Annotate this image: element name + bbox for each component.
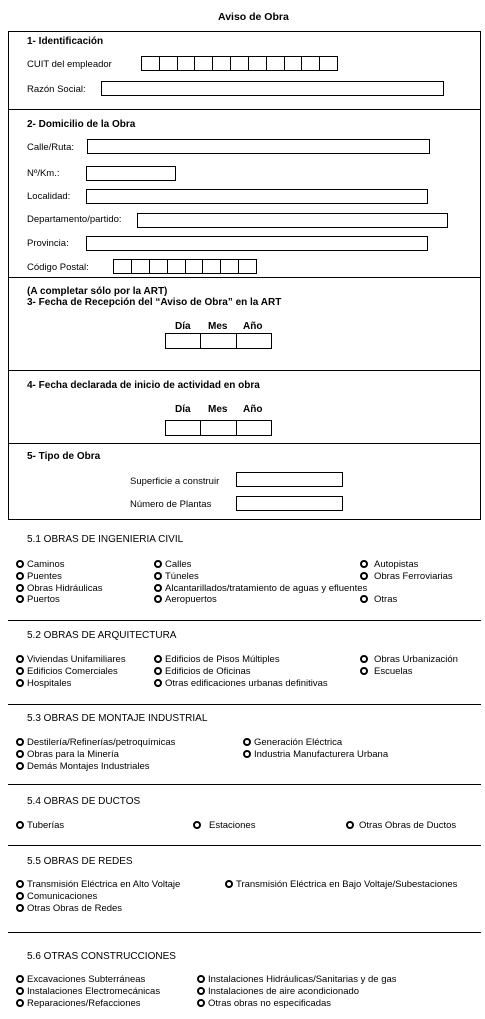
superficie-input[interactable]	[236, 472, 343, 487]
section-5-heading: 5- Tipo de Obra	[27, 451, 101, 462]
radio-icon	[225, 880, 233, 888]
option-otras[interactable]: Otras	[360, 594, 397, 605]
option-comunicaciones[interactable]: Comunicaciones	[16, 891, 97, 902]
plantas-input[interactable]	[236, 496, 343, 511]
localidad-input[interactable]	[86, 189, 428, 204]
radio-icon	[16, 904, 24, 912]
divider	[8, 277, 481, 278]
option-obras-hidraulicas[interactable]: Obras Hidráulicas	[16, 583, 103, 594]
option-destileria[interactable]: Destilería/Refinerías/petroquímicas	[16, 737, 175, 748]
radio-icon	[360, 655, 368, 663]
option-escuelas[interactable]: Escuelas	[360, 666, 413, 677]
option-autopistas[interactable]: Autopistas	[360, 559, 418, 570]
divider	[8, 932, 481, 933]
radio-icon	[360, 595, 368, 603]
option-hospitales[interactable]: Hospitales	[16, 678, 71, 689]
option-estaciones[interactable]: Estaciones	[193, 820, 255, 831]
option-reparaciones[interactable]: Reparaciones/Refacciones	[16, 998, 141, 1009]
localidad-label: Localidad:	[27, 191, 71, 202]
option-otras-obras-ductos[interactable]: Otras Obras de Ductos	[346, 820, 456, 831]
anio-label: Año	[243, 321, 263, 332]
radio-icon	[360, 667, 368, 675]
option-caminos[interactable]: Caminos	[16, 559, 65, 570]
option-otras-edificaciones[interactable]: Otras edificaciones urbanas definitivas	[154, 678, 328, 689]
radio-icon	[16, 679, 24, 687]
divider	[8, 845, 481, 846]
radio-icon	[154, 572, 162, 580]
radio-icon	[197, 999, 205, 1007]
section-3-heading: 3- Fecha de Recepción del “Aviso de Obra” en la ART	[27, 297, 282, 308]
section-5-2-heading: 5.2 OBRAS DE ARQUITECTURA	[27, 630, 177, 641]
radio-icon	[16, 750, 24, 758]
radio-icon	[154, 595, 162, 603]
section-5-3-heading: 5.3 OBRAS DE MONTAJE INDUSTRIAL	[27, 713, 208, 724]
divider	[8, 620, 481, 621]
section-2-heading: 2- Domicilio de la Obra	[27, 119, 136, 130]
fecha-recepcion-input[interactable]	[165, 333, 272, 349]
mes-label: Mes	[208, 321, 228, 332]
option-puentes[interactable]: Puentes	[16, 571, 62, 582]
option-instalaciones-hidraulicas[interactable]: Instalaciones Hidráulicas/Sanitarias y de gas	[197, 974, 397, 985]
option-tuneles[interactable]: Túneles	[154, 571, 199, 582]
razon-social-label: Razón Social:	[27, 84, 86, 95]
radio-icon	[154, 584, 162, 592]
option-instalaciones-electromecanicas[interactable]: Instalaciones Electromecánicas	[16, 986, 160, 997]
radio-icon	[243, 738, 251, 746]
option-obras-urbanizacion[interactable]: Obras Urbanización	[360, 654, 458, 665]
plantas-label: Número de Plantas	[130, 499, 212, 510]
radio-icon	[16, 762, 24, 770]
section-5-4-heading: 5.4 OBRAS DE DUCTOS	[27, 796, 141, 807]
divider	[8, 109, 481, 110]
section-3-note: (A completar sólo por la ART)	[27, 286, 168, 297]
radio-icon	[16, 572, 24, 580]
departamento-label: Departamento/partido:	[27, 214, 122, 225]
radio-icon	[154, 667, 162, 675]
radio-icon	[16, 821, 24, 829]
section-1-heading: 1- Identificación	[27, 36, 104, 47]
radio-icon	[360, 560, 368, 568]
form-frame	[8, 31, 481, 520]
cuit-label: CUIT del empleador	[27, 59, 112, 70]
divider	[8, 370, 481, 371]
option-excavaciones[interactable]: Excavaciones Subterráneas	[16, 974, 145, 985]
page-title: Aviso de Obra	[218, 11, 289, 23]
option-puertos[interactable]: Puertos	[16, 594, 60, 605]
option-aeropuertos[interactable]: Aeropuertos	[154, 594, 217, 605]
option-transmision-alto-voltaje[interactable]: Transmisión Eléctrica en Alto Voltaje	[16, 879, 180, 890]
divider	[8, 784, 481, 785]
radio-icon	[16, 892, 24, 900]
radio-icon	[16, 560, 24, 568]
option-edificios-pisos-multiples[interactable]: Edificios de Pisos Múltiples	[154, 654, 280, 665]
option-tuberias[interactable]: Tuberías	[16, 820, 64, 831]
option-industria-manufacturera[interactable]: Industria Manufacturera Urbana	[243, 749, 388, 760]
section-4-heading: 4- Fecha declarada de inicio de actividad en obra	[27, 380, 260, 391]
option-edificios-oficinas[interactable]: Edificios de Oficinas	[154, 666, 251, 677]
razon-social-input[interactable]	[101, 81, 444, 96]
radio-icon	[193, 821, 201, 829]
nro-input[interactable]	[86, 166, 176, 181]
divider	[8, 443, 481, 444]
section-5-6-heading: 5.6 OTRAS CONSTRUCCIONES	[27, 951, 176, 962]
radio-icon	[243, 750, 251, 758]
option-otras-obras-redes[interactable]: Otras Obras de Redes	[16, 903, 122, 914]
divider	[8, 31, 481, 32]
codigo-postal-input[interactable]	[113, 259, 257, 274]
divider	[8, 519, 481, 520]
nro-label: Nº/Km.:	[27, 168, 60, 179]
radio-icon	[16, 738, 24, 746]
radio-icon	[16, 667, 24, 675]
option-obras-mineria[interactable]: Obras para la Minería	[16, 749, 119, 760]
radio-icon	[16, 987, 24, 995]
radio-icon	[16, 999, 24, 1007]
option-transmision-bajo-voltaje[interactable]: Transmisión Eléctrica en Bajo Voltaje/Subestaciones	[225, 879, 457, 890]
option-otras-obras-no-especificadas[interactable]: Otras obras no especificadas	[197, 998, 331, 1009]
departamento-input[interactable]	[137, 213, 448, 228]
section-5-1-heading: 5.1 OBRAS DE INGENIERIA CIVIL	[27, 534, 184, 545]
radio-icon	[360, 572, 368, 580]
codigo-postal-label: Código Postal:	[27, 262, 89, 273]
option-calles[interactable]: Calles	[154, 559, 191, 570]
option-demas-montajes[interactable]: Demás Montajes Industriales	[16, 761, 150, 772]
calle-label: Calle/Ruta:	[27, 142, 74, 153]
cuit-input[interactable]	[141, 56, 338, 71]
radio-icon	[16, 595, 24, 603]
option-alcantarillados[interactable]: Alcantarillados/tratamiento de aguas y efluentes	[154, 583, 367, 594]
provincia-input[interactable]	[86, 236, 428, 251]
superficie-label: Superficie a construir	[130, 476, 220, 487]
radio-icon	[197, 987, 205, 995]
radio-icon	[197, 975, 205, 983]
calle-input[interactable]	[87, 139, 430, 154]
radio-icon	[16, 584, 24, 592]
radio-icon	[16, 975, 24, 983]
radio-icon	[16, 655, 24, 663]
dia-label: Día	[175, 404, 191, 415]
option-instalaciones-aire[interactable]: Instalaciones de aire acondicionado	[197, 986, 359, 997]
option-generacion-electrica[interactable]: Generación Eléctrica	[243, 737, 342, 748]
radio-icon	[346, 821, 354, 829]
option-viviendas-unifamiliares[interactable]: Viviendas Unifamiliares	[16, 654, 126, 665]
fecha-inicio-input[interactable]	[165, 420, 272, 436]
radio-icon	[154, 655, 162, 663]
dia-label: Día	[175, 321, 191, 332]
anio-label: Año	[243, 404, 263, 415]
radio-icon	[16, 880, 24, 888]
option-edificios-comerciales[interactable]: Edificios Comerciales	[16, 666, 118, 677]
provincia-label: Provincia:	[27, 238, 69, 249]
divider	[8, 704, 481, 705]
option-obras-ferroviarias[interactable]: Obras Ferroviarias	[360, 571, 453, 582]
radio-icon	[154, 560, 162, 568]
radio-icon	[154, 679, 162, 687]
mes-label: Mes	[208, 404, 228, 415]
section-5-5-heading: 5.5 OBRAS DE REDES	[27, 856, 133, 867]
